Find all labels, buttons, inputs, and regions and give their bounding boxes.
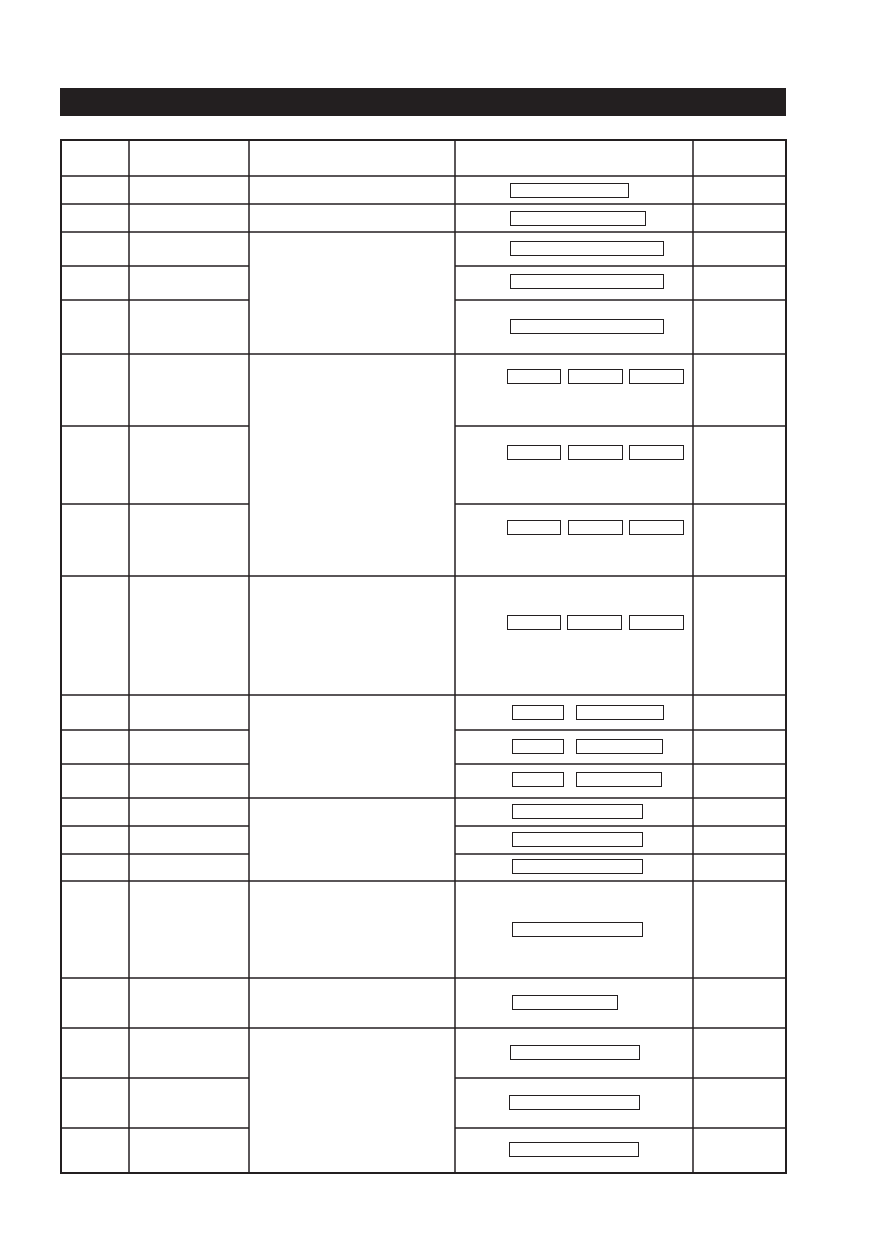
entry-field[interactable] bbox=[512, 995, 618, 1010]
entry-field-short[interactable] bbox=[512, 772, 564, 787]
section-title-bar bbox=[60, 88, 786, 116]
entry-field-part-2[interactable] bbox=[568, 445, 623, 460]
entry-field[interactable] bbox=[510, 211, 646, 226]
entry-field[interactable] bbox=[512, 859, 643, 874]
entry-field-part-1[interactable] bbox=[507, 520, 561, 535]
entry-field-part-2[interactable] bbox=[568, 369, 623, 384]
entry-field[interactable] bbox=[509, 1095, 640, 1110]
entry-field-part-2[interactable] bbox=[568, 520, 623, 535]
entry-field-long[interactable] bbox=[576, 739, 663, 754]
entry-field-part-1[interactable] bbox=[507, 369, 561, 384]
entry-field-part-3[interactable] bbox=[629, 369, 684, 384]
entry-field-part-1[interactable] bbox=[507, 615, 561, 630]
entry-field-long[interactable] bbox=[576, 772, 662, 787]
entry-field-part-3[interactable] bbox=[629, 445, 684, 460]
entry-field-part-3[interactable] bbox=[629, 615, 684, 630]
entry-field[interactable] bbox=[510, 319, 664, 334]
entry-field[interactable] bbox=[510, 183, 629, 198]
entry-field-part-1[interactable] bbox=[507, 445, 561, 460]
entry-field[interactable] bbox=[512, 832, 643, 847]
entry-field-short[interactable] bbox=[512, 705, 564, 720]
entry-field[interactable] bbox=[510, 1045, 640, 1060]
entry-field-long[interactable] bbox=[576, 705, 664, 720]
entry-field[interactable] bbox=[512, 804, 643, 819]
entry-field[interactable] bbox=[510, 274, 664, 289]
entry-field[interactable] bbox=[509, 1142, 639, 1157]
table-row-lines bbox=[61, 176, 786, 1128]
entry-field[interactable] bbox=[512, 922, 643, 937]
entry-field-part-3[interactable] bbox=[629, 520, 684, 535]
table-column-lines bbox=[129, 140, 693, 1173]
entry-field-short[interactable] bbox=[512, 739, 564, 754]
entry-field[interactable] bbox=[510, 241, 664, 256]
table-outer-border bbox=[61, 140, 786, 1173]
entry-field-part-2[interactable] bbox=[567, 615, 622, 630]
